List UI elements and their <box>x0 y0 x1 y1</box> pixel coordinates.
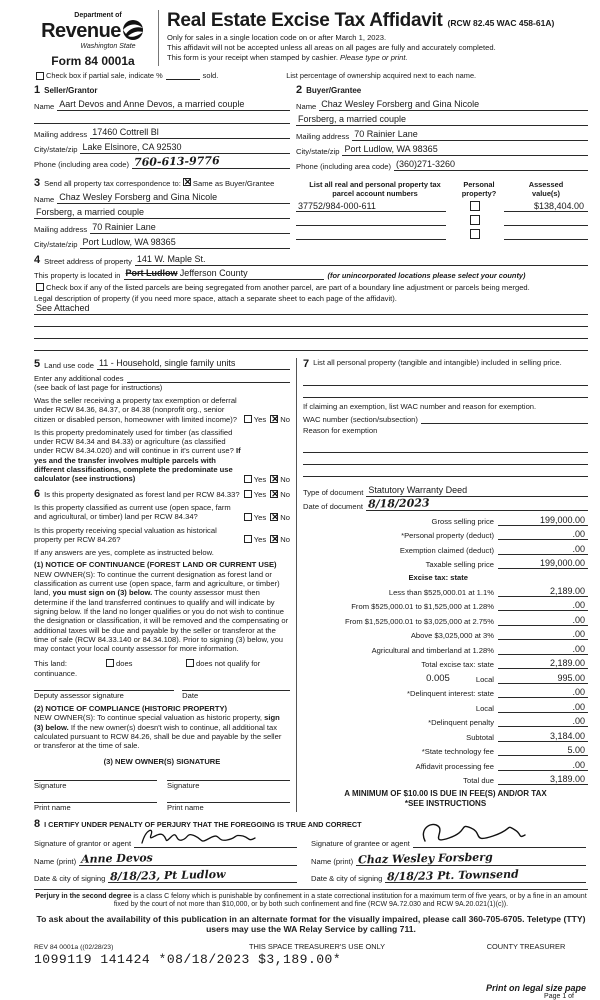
notice-compliance-text: NEW OWNER(S): To continue special valuation as historic property, sign (3) below. If the new owner(s) doesn't wish to continue, all additional tax calculated pursuant to RCW 84.26, shall be due and payable by the seller or transferor at the time of sale. <box>34 713 282 751</box>
tier1-field[interactable]: 2,189.00 <box>498 586 588 597</box>
seller-name-overflow-field[interactable] <box>34 114 290 124</box>
section-2-number: 2 <box>296 84 303 96</box>
rcw-reference: (RCW 82.45 WAC 458-61A) <box>447 18 555 28</box>
yes-checkbox[interactable] <box>244 513 252 521</box>
timber-agriculture-answer: Yes ✕ No <box>242 475 290 484</box>
seller-mailing-field[interactable]: 17460 Cottrell Bl <box>90 127 290 139</box>
assessed-value-field[interactable]: $138,404.00 <box>504 201 588 212</box>
total-due-field[interactable]: 3,189.00 <box>498 774 588 785</box>
new-owner-signature-field-2[interactable]: Signature <box>167 780 290 790</box>
partial-sale-checkbox[interactable] <box>36 72 44 80</box>
exemption-deferral-answer: Yes ✕ No <box>242 415 290 424</box>
section-3-number: 3 <box>34 177 41 189</box>
corr-mailing-label: Mailing address <box>34 225 88 234</box>
dept-of-label: Department of <box>74 12 122 19</box>
section-8-number: 8 <box>34 817 41 830</box>
affidavit-processing-fee-label: Affidavit processing fee <box>415 761 494 771</box>
parcel-number-field[interactable] <box>296 230 446 240</box>
forest-land-answer: Yes ✕ No <box>242 490 290 499</box>
historical-property-question: Is this property receiving special valuation as historical property per RCW 84.26? <box>34 525 217 544</box>
header-note-2: This affidavit will not be accepted unless all areas on all pages are fully and accurately completed. <box>167 43 496 52</box>
section-2-buyer <box>296 84 588 171</box>
county-selection-note: (for unincorporated locations please select your county) <box>327 271 526 280</box>
partial-sale-percent-field[interactable] <box>166 79 200 80</box>
see-instructions-note: *SEE INSTRUCTIONS <box>404 799 487 809</box>
same-as-buyer-checkbox[interactable] <box>183 178 191 186</box>
buyer-phone-label: Phone (including area code) <box>296 162 391 171</box>
washington-state-label: Washington State <box>80 43 136 50</box>
personal-property-line-2[interactable] <box>303 386 588 398</box>
seller-name-field[interactable]: Aart Devos and Anne Devos, a married couple <box>57 99 290 111</box>
grantee-date-city-label: Date & city of signing <box>311 873 383 883</box>
taxable-selling-price-label: Taxable selling price <box>425 560 494 570</box>
notice-continuance-heading: (1) NOTICE OF CONTINUANCE (FOREST LAND OR CURRENT USE) <box>34 560 277 570</box>
ownership-note: List percentage of ownership acquired next to each name. <box>286 71 477 80</box>
parcel-col-header: List all real and personal property tax parcel account numbers <box>309 180 441 198</box>
no-checkbox-checked[interactable] <box>270 415 278 423</box>
reason-exemption-label: Reason for exemption <box>303 426 378 436</box>
deputy-date-field[interactable]: Date <box>182 690 290 700</box>
section-6-classification <box>34 487 290 812</box>
continuance-label: continuance. <box>34 668 78 678</box>
partial-sale-label: Check box if partial sale, indicate % <box>46 71 163 80</box>
notice-continuance-text: NEW OWNER(S): To continue the current designation as forest land or classification as current use (open space, farm and agriculture, or timber) land, you must sign on (3) below. The county assessor must then determine if the land transferred continues to qualify and will indicate by signing below. If the land no longer qualifies or you do not wish to continue the designation or classification, it will be removed and the compensating or additional taxes will be due and payable by the seller or transferor at the time of sale (RCW 84.33.140 or 84.34.108). Prior to signing (3) below, you may contact your local county assessor for more information. <box>34 569 289 654</box>
struck-city-value: Port Ludlow <box>125 268 178 278</box>
tier3-field[interactable]: .00 <box>498 615 588 626</box>
state-technology-fee-label: *State technology fee <box>421 747 494 757</box>
page-title: Real Estate Excise Tax Affidavit <box>167 10 443 31</box>
timber-agriculture-question: Is this property predominately used for timber (as classified under RCW 84.34 and 84.33) or agriculture (as classified under RCW 84.34.020) and will continue in it's current use? If yes and the transfer involves multiple parcels with different classifications, complete the predominate use calculator (see instructions) <box>34 427 241 484</box>
header-note-3: This form is your receipt when stamped by cashier. Please type or print. <box>167 53 408 62</box>
buyer-city-field[interactable]: Port Ludlow, WA 98365 <box>342 144 588 156</box>
legal-description-line-3[interactable] <box>34 327 588 339</box>
seller-phone-field[interactable]: 760-613-9776 <box>132 157 290 169</box>
corr-city-field[interactable]: Port Ludlow, WA 98365 <box>80 237 290 249</box>
gross-selling-price-field[interactable]: 199,000.00 <box>498 515 588 526</box>
grantee-signature-image <box>417 819 527 849</box>
total-excise-state-field[interactable]: 2,189.00 <box>498 658 588 669</box>
minimum-due-note: A MINIMUM OF $10.00 IS DUE IN FEE(S) AND/OR TAX <box>344 789 547 799</box>
does-checkbox[interactable] <box>106 659 114 667</box>
seller-phone-label: Phone (including area code) <box>34 160 129 169</box>
new-owner-print-name-field-1[interactable]: Print name <box>34 802 157 812</box>
land-qualify-row: This land: does does not qualify for <box>34 659 261 669</box>
buyer-mailing-field[interactable]: 70 Rainier Lane <box>352 129 588 141</box>
rev-form-id: REV 84 0001a ((02/28/23) <box>34 944 114 952</box>
grantee-signature-field[interactable] <box>413 836 586 848</box>
personal-property-checkbox[interactable] <box>470 201 480 211</box>
header-divider <box>158 10 159 66</box>
no-checkbox-checked[interactable] <box>270 490 278 498</box>
treasurer-use-label: THIS SPACE TREASURER'S USE ONLY <box>249 942 386 952</box>
grantee-signature-block <box>311 832 588 883</box>
no-checkbox-checked[interactable] <box>270 513 278 521</box>
type-of-document-field[interactable]: Statutory Warranty Deed <box>366 485 588 497</box>
grantor-signature-image <box>138 825 258 851</box>
assessed-value-field[interactable] <box>504 230 588 240</box>
legal-description-field[interactable]: See Attached <box>34 303 588 315</box>
personal-property-line-1[interactable] <box>303 374 588 386</box>
if-yes-instruction: If any answers are yes, complete as instructed below. <box>34 548 214 558</box>
agricultural-timberland-field[interactable]: .00 <box>498 644 588 655</box>
additional-codes-label: Enter any additional codes <box>34 374 124 383</box>
assessed-value-field[interactable] <box>504 216 588 226</box>
treasurer-receipt-stamp: 1099119 141424 *08/18/2023 $3,189.00* <box>34 952 342 968</box>
street-address-label: Street address of property <box>44 257 132 266</box>
current-use-answer: Yes ✕ No <box>242 513 290 522</box>
section-1-number: 1 <box>34 84 41 96</box>
delinquent-interest-state-field[interactable]: .00 <box>498 687 588 698</box>
state-technology-fee-field[interactable]: 5.00 <box>498 745 588 756</box>
wac-number-field[interactable] <box>421 414 588 424</box>
personal-property-col-header: Personal property? <box>461 180 497 198</box>
delinquent-interest-local-field[interactable]: .00 <box>498 702 588 713</box>
land-use-code-field[interactable]: 11 - Household, single family units <box>97 358 290 370</box>
corr-name-field[interactable]: Chaz Wesley Forsberg and Gina Nicole <box>57 192 290 204</box>
corr-name-overflow-field[interactable]: Forsberg, a married couple <box>34 207 290 219</box>
buyer-mailing-label: Mailing address <box>296 132 350 141</box>
corr-mailing-field[interactable]: 70 Rainier Lane <box>90 222 290 234</box>
yes-checkbox[interactable] <box>244 475 252 483</box>
legal-description-label: Legal description of property (if you need more space, attach a separate sheet to each page of the affidavit). <box>34 294 397 303</box>
local-tax-field[interactable]: 995.00 <box>498 673 588 684</box>
assessed-value-col-header: Assessed value(s) <box>528 180 564 198</box>
segregated-label: Check box if any of the listed parcels are being segregated from another parcel, are part of a boundary line adjustment or parcels being merged. <box>46 283 530 292</box>
type-of-document-label: Type of document <box>303 488 364 498</box>
section-2-title: Buyer/Grantee <box>306 86 362 95</box>
delinquent-interest-local-label: Local <box>475 703 494 713</box>
legal-notices <box>34 889 588 934</box>
footer-row <box>34 942 588 951</box>
no-checkbox-checked[interactable] <box>270 535 278 543</box>
date-of-document-label: Date of document <box>303 502 363 512</box>
reason-line-1[interactable] <box>303 441 588 453</box>
tier3-label: From $1,525,000.01 to $3,025,000 at 2.75% <box>344 616 494 626</box>
new-owner-signature-field-1[interactable]: Signature <box>34 780 157 790</box>
personal-property-intro: List all personal property (tangible and intangible) included in selling price. <box>313 358 562 367</box>
affidavit-processing-fee-field[interactable]: .00 <box>498 760 588 771</box>
certify-statement: I CERTIFY UNDER PENALTY OF PERJURY THAT THE FOREGOING IS TRUE AND CORRECT <box>44 819 362 829</box>
perjury-notice: Perjury in the second degree is a class C felony which is punishable by confinement in a state correctional institution for a maximum term of five years, or by a fine in an amount fixed by the court of not more than $10,000, or by both such confinement and fine (RCW 9A.72.030 and RCW 9A.20.021(1)(c)). <box>35 892 587 909</box>
local-rate-value: 0.005 <box>426 672 450 684</box>
form-header <box>34 8 588 68</box>
parcel-row <box>296 229 588 240</box>
tier2-field[interactable]: .00 <box>498 600 588 611</box>
subtotal-label: Subtotal <box>466 732 494 742</box>
land-use-code-label: Land use code <box>44 361 94 370</box>
partial-sale-row <box>34 71 588 80</box>
corr-city-label: City/state/zip <box>34 240 78 249</box>
same-as-buyer-label: Same as Buyer/Grantee <box>192 179 275 188</box>
section-8-certification <box>34 818 588 883</box>
buyer-name-field[interactable]: Chaz Wesley Forsberg and Gina Nicole <box>319 99 588 111</box>
section-4-property <box>34 254 588 351</box>
corr-name-label: Name <box>34 195 55 204</box>
section-5-land-use <box>34 358 290 484</box>
this-land-label: This land: <box>34 659 67 669</box>
buyer-name-overflow-field[interactable]: Forsberg, a married couple <box>296 114 588 126</box>
yes-checkbox[interactable] <box>244 415 252 423</box>
dor-swoosh-icon <box>121 19 145 43</box>
located-in-label: This property is located in <box>34 271 121 280</box>
alt-format-notice: To ask about the availability of this publication in an alternate format for the visually impaired, please call 360-705-6705. Teletype (TTY) users may use the WA Relay Service by calling 711. <box>36 913 586 934</box>
grantor-signature-label: Signature of grantor or agent <box>34 838 132 848</box>
date-of-document-field[interactable]: 8/18/2023 <box>366 499 588 511</box>
subtotal-field[interactable]: 3,184.00 <box>498 731 588 742</box>
parcel-number-field[interactable] <box>296 216 446 226</box>
grantor-print-name-label: Name (print) <box>34 856 77 866</box>
codes-instructions-note: (see back of last page for instructions) <box>34 383 163 392</box>
grantee-signature-label: Signature of grantee or agent <box>311 838 410 848</box>
print-legal-size-note: Print on legal size pape <box>485 983 586 994</box>
delinquent-interest-state-label: *Delinquent interest: state <box>407 689 494 699</box>
legal-description-line-2[interactable] <box>34 315 588 327</box>
grantor-date-city-field[interactable]: 8/18/23, Pt Ludlow <box>108 871 297 883</box>
buyer-city-label: City/state/zip <box>296 147 340 156</box>
buyer-phone-field[interactable]: (360)271-3260 <box>394 159 588 171</box>
county-treasurer-label: COUNTY TREASURER <box>486 942 566 952</box>
local-tax-label: Local <box>475 674 494 684</box>
street-address-field[interactable]: 141 W. Maple St. <box>135 254 588 266</box>
gross-selling-price-label: Gross selling price <box>431 516 494 526</box>
exemption-claimed-label: Exemption claimed (deduct) <box>399 545 494 555</box>
forest-land-question: 6 Is this property designated as forest land per RCW 84.33? <box>34 487 240 500</box>
wac-number-label: WAC number (section/subsection) <box>303 415 418 425</box>
parcel-row <box>296 201 588 212</box>
historical-property-answer: Yes ✕ No <box>242 535 290 544</box>
personal-property-deduct-field[interactable]: .00 <box>498 529 588 540</box>
personal-property-checkbox[interactable] <box>470 229 480 239</box>
exemption-claimed-field[interactable]: .00 <box>498 544 588 555</box>
reason-line-2[interactable] <box>303 453 588 465</box>
new-owner-signature-heading: (3) NEW OWNER(S) SIGNATURE <box>103 756 221 766</box>
new-owner-print-name-field-2[interactable]: Print name <box>167 802 290 812</box>
revenue-wordmark: Revenue <box>41 19 121 42</box>
tier2-label: From $525,000.01 to $1,525,000 at 1.28% <box>351 602 494 612</box>
buyer-name-label: Name <box>296 102 317 111</box>
tier4-field[interactable]: .00 <box>498 629 588 640</box>
grantor-date-city-label: Date & city of signing <box>34 873 106 883</box>
agricultural-timberland-label: Agricultural and timberland at 1.28% <box>371 645 494 655</box>
segregated-checkbox[interactable] <box>36 283 44 291</box>
header-note-1: Only for sales in a single location code on or after March 1, 2023. <box>167 33 387 42</box>
correspondence-label: Send all property tax correspondence to: <box>44 179 181 188</box>
seller-mailing-label: Mailing address <box>34 130 88 139</box>
parcel-table <box>296 181 588 249</box>
tier4-label: Above $3,025,000 at 3% <box>410 631 494 641</box>
partial-sale-sold-label: sold. <box>202 71 219 80</box>
grantee-print-name-field[interactable]: Chaz Wesley Forsberg <box>356 854 586 866</box>
yes-checkbox[interactable] <box>244 490 252 498</box>
legal-description-line-4[interactable] <box>34 339 588 351</box>
page-number-note: Page 1 of <box>544 993 574 1000</box>
located-in-field[interactable]: Port Ludlow Jefferson County <box>124 268 324 280</box>
current-use-question: Is this property classified as current use (open space, farm and agricultural, or timber) land per RCW 84.34? <box>34 502 231 522</box>
taxable-selling-price-field[interactable]: 199,000.00 <box>498 558 588 569</box>
section-4-number: 4 <box>34 254 41 266</box>
total-due-label: Total due <box>463 776 494 786</box>
exemption-deferral-question: Was the seller receiving a property tax exemption or deferral under RCW 84.36, 84.37, or 84.38 (nonprofit org., senior citizen or disabled person, homeowner with limited income)? <box>34 396 238 424</box>
parcel-number-field[interactable]: 37752/984-000-611 <box>296 201 446 212</box>
section-7-number: 7 <box>303 358 310 370</box>
dor-logo <box>34 8 152 68</box>
notice-compliance-heading: (2) NOTICE OF COMPLIANCE (HISTORIC PROPERTY) <box>34 704 228 714</box>
grantor-signature-field[interactable] <box>134 836 297 848</box>
personal-property-checkbox[interactable] <box>470 215 480 225</box>
seller-city-label: City/state/zip <box>34 145 78 154</box>
section-1-title: Seller/Grantor <box>44 86 98 95</box>
section-1-seller <box>34 84 296 171</box>
total-excise-state-label: Total excise tax: state <box>421 660 494 670</box>
tier1-label: Less than $525,000.01 at 1.1% <box>388 587 494 597</box>
yes-checkbox[interactable] <box>244 535 252 543</box>
delinquent-penalty-field[interactable]: .00 <box>498 716 588 727</box>
deputy-assessor-signature-field[interactable]: Deputy assessor signature <box>34 690 174 700</box>
parcel-row <box>296 215 588 226</box>
seller-city-field[interactable]: Lake Elsinore, CA 92530 <box>80 142 290 154</box>
claiming-exemption-note: If claiming an exemption, list WAC number and reason for exemption. <box>303 402 537 411</box>
additional-codes-field[interactable] <box>127 373 291 383</box>
grantor-print-name-field[interactable]: Anne Devos <box>79 854 297 866</box>
reason-line-3[interactable] <box>303 465 588 477</box>
section-7-tax <box>296 358 588 812</box>
grantee-date-city-field[interactable]: 8/18/23 Pt. Townsend <box>385 871 586 883</box>
personal-property-deduct-label: *Personal property (deduct) <box>401 531 494 541</box>
delinquent-penalty-label: *Delinquent penalty <box>428 718 494 728</box>
no-checkbox-checked[interactable] <box>270 475 278 483</box>
section-3-correspondence <box>34 177 296 249</box>
form-number: Form 84 0001a <box>51 54 135 68</box>
grantee-print-name-label: Name (print) <box>311 856 354 866</box>
section-5-number: 5 <box>34 358 41 370</box>
seller-name-label: Name <box>34 102 55 111</box>
grantor-signature-block <box>34 832 311 883</box>
does-not-checkbox[interactable] <box>186 659 194 667</box>
excise-tax-state-heading: Excise tax: state <box>408 573 468 583</box>
